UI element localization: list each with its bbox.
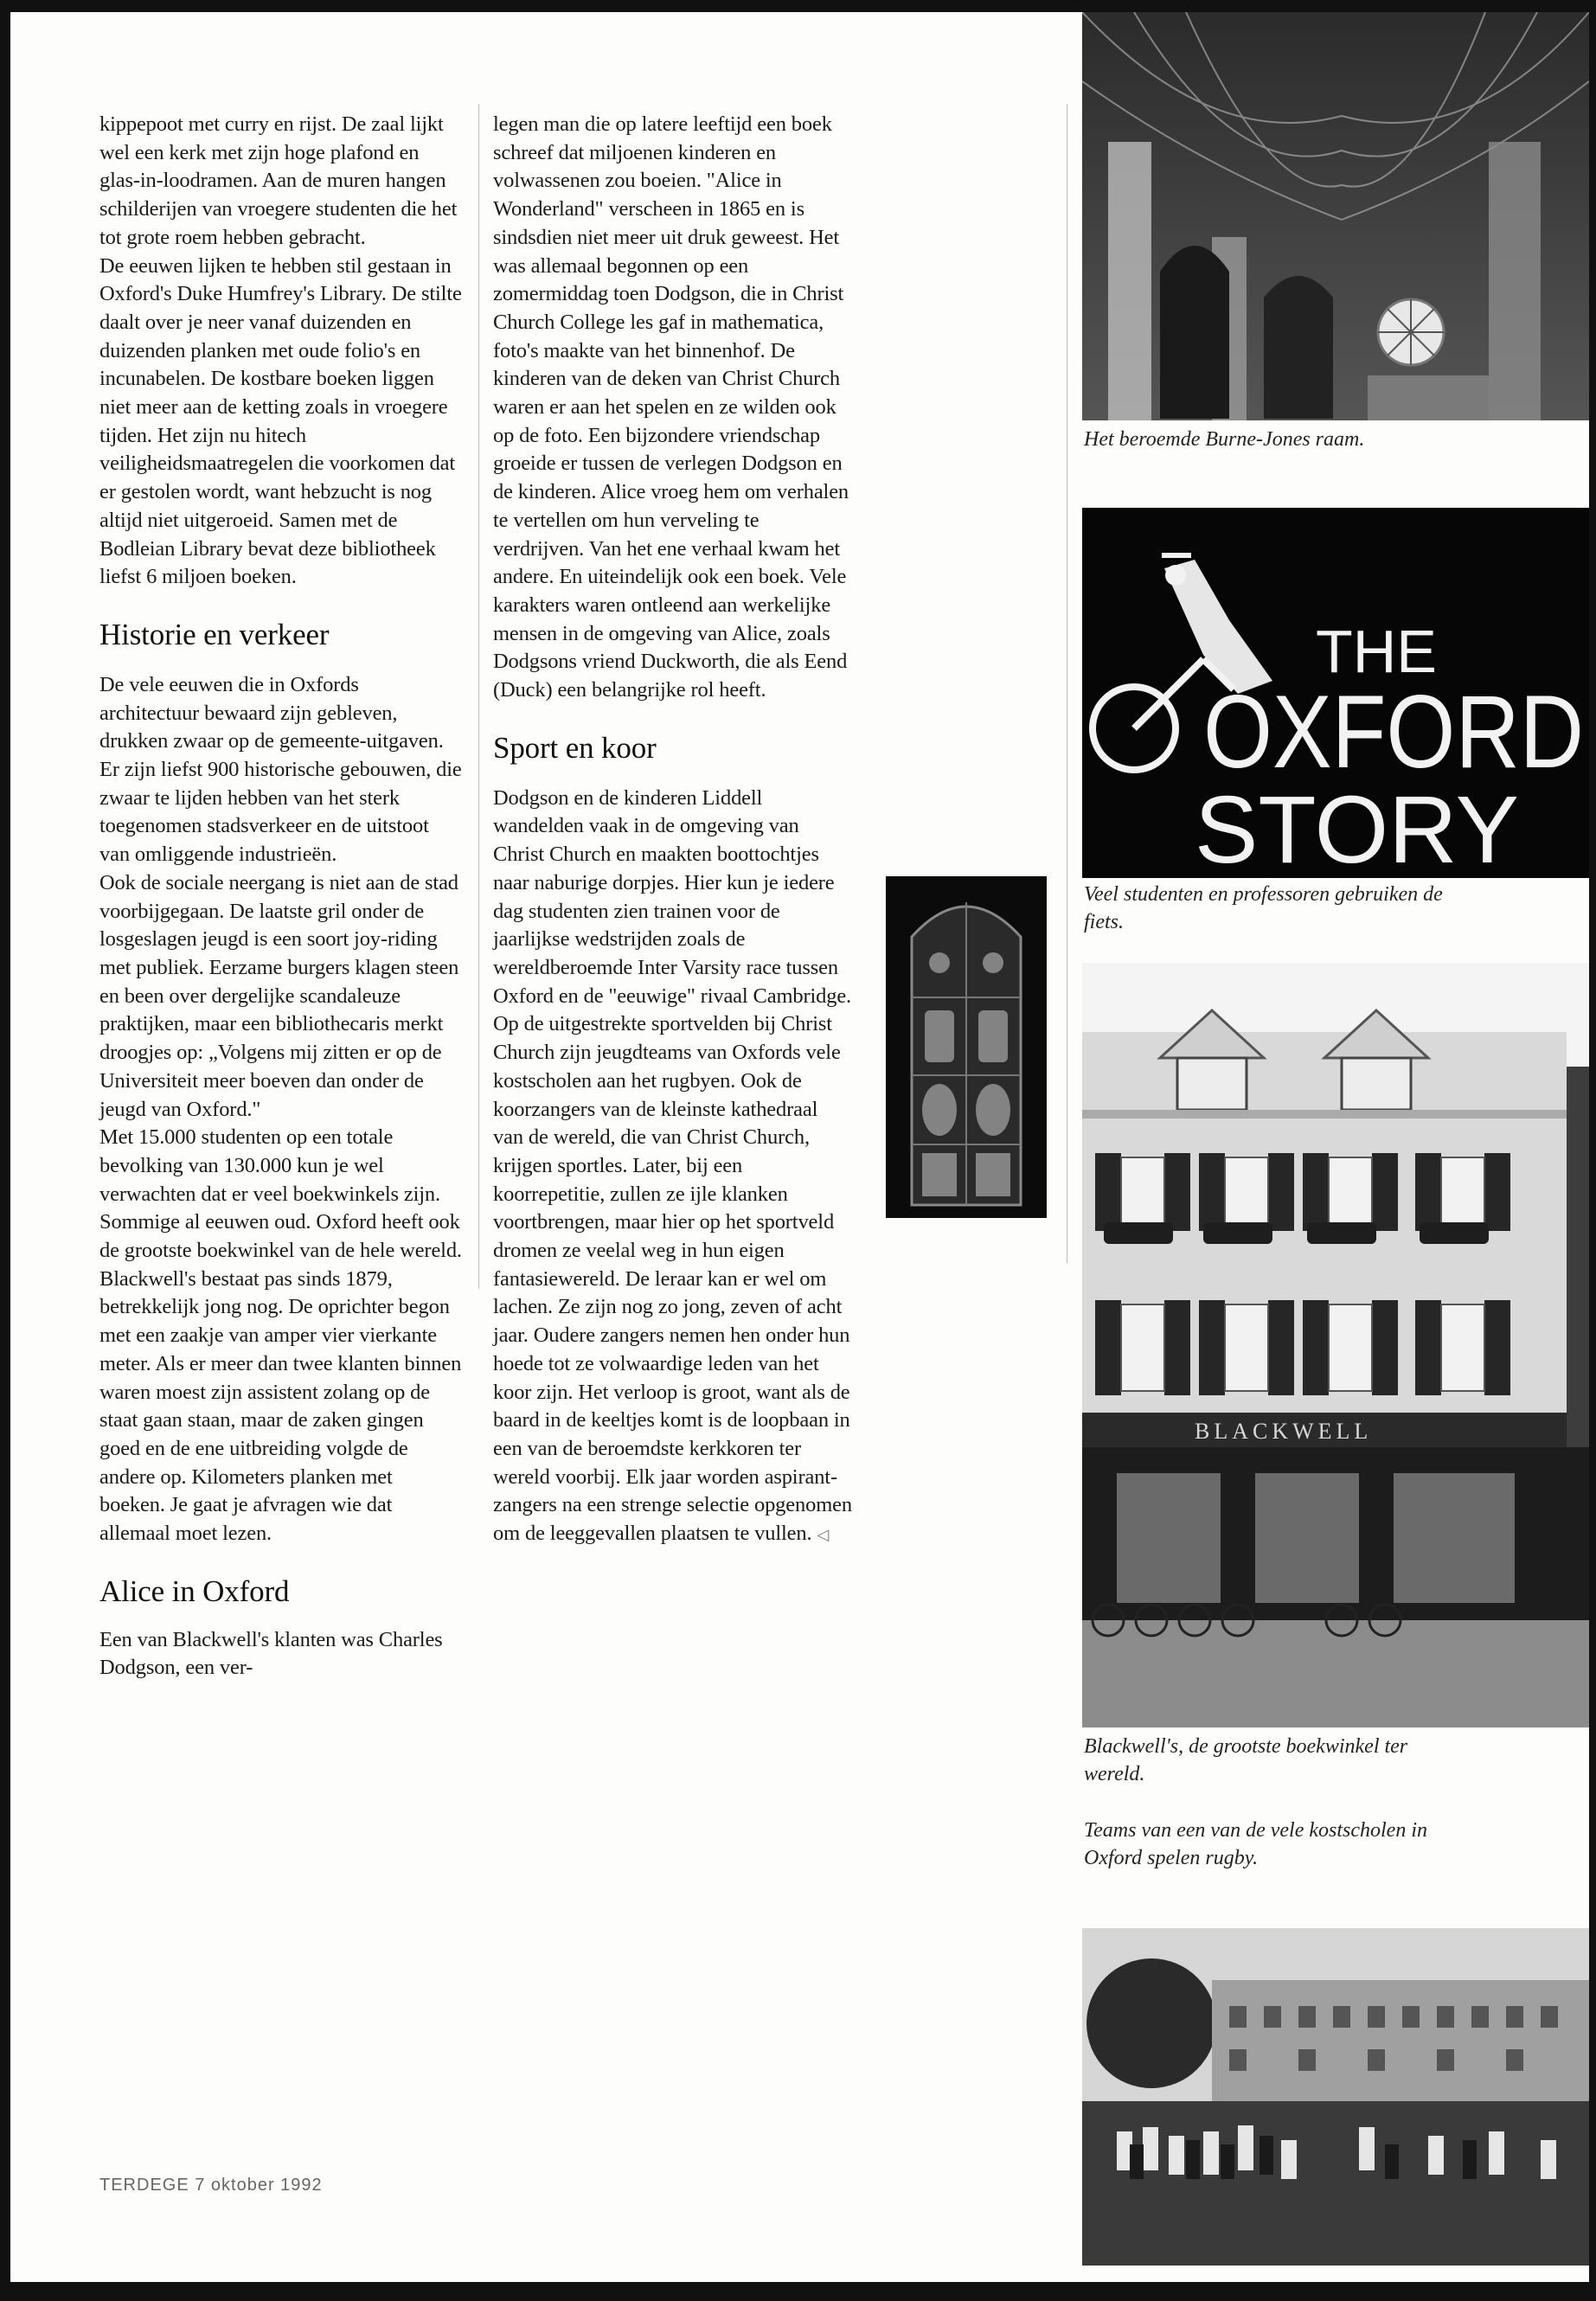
scan-edge-bottom [0, 2282, 1596, 2301]
section-heading-historie: Historie en verkeer [99, 617, 330, 651]
column-divider [478, 104, 479, 1289]
text-column-2 [493, 111, 852, 1549]
scan-edge-top [0, 0, 1596, 12]
paragraph [493, 785, 852, 1549]
rugby-photo [1082, 1928, 1589, 2266]
rugby-field-image [1082, 1928, 1589, 2266]
caption-rugby: Teams van een van de vele kostscholen in Oxford spelen rugby. [1084, 1819, 1427, 1869]
paragraph: Met 15.000 studenten op een totale bevolking van 130.000 kun je wel verwachten dat er veel boekwinkels zijn. Sommige al eeuwen oud. Oxford heeft ook de grootste boekwinkel van de hele wereld. Blackwell's bestaat pas sinds 1879, betrekkelijk jong nog. De oprichter begon met een zaakje van amper vier vierkante meter. Als er meer dan twee klanten binnen waren moest zijn assistent zolang op de staat gaan staan, maar de zaken gingen goed en de ene uitbreiding volgde de andere op. Kilometers planken met boeken. Je gaat je afvragen wie dat allemaal moet lezen. [99, 1125, 462, 1546]
paragraph: Een van Blackwell's klanten was Charles Dodgson, een ver- [99, 1627, 443, 1680]
end-of-article-mark: ◁ [817, 1526, 830, 1544]
blackwells-shop-image [1082, 963, 1589, 1727]
scan-edge-right [1589, 0, 1596, 2301]
cathedral-vault-image [1082, 12, 1589, 420]
cathedral-interior-photo [1082, 12, 1589, 420]
paragraph: Ook de sociale neergang is niet aan de stad voorbijgegaan. De laatste gril onder de losgeslagen jeugd is een soort joy-riding met publiek. Eerzame burgers klagen steen en been over dergelijke scandaleuze praktijken, maar een bibliothecaris merkt droogjes op: „Volgens mij zitten er op de Universiteit meer boeven dan onder de jeugd van Oxford." [99, 870, 459, 1121]
oxford-story-logo-image [1082, 508, 1589, 878]
scan-edge-left [0, 0, 10, 2301]
paragraph: De eeuwen lijken te hebben stil gestaan in Oxford's Duke Humfrey's Library. De stilte daalt over je neer vanaf duizenden en duizenden planken met oude folio's en incunabelen. De kostbare boeken liggen niet meer aan de ketting zoals in vroegere tijden. Het zijn nu hitech veiligheidsmaatregelen die voorkomen dat er gestolen wordt, want hebzucht is nog altijd niet uitgeroeid. Samen met de Bodleian Library bevat deze bibliotheek liefst 6 miljoen boeken. [99, 253, 462, 589]
section-heading-alice: Alice in Oxford [99, 1574, 290, 1608]
paragraph: legen man die op latere leeftijd een boek schreef dat miljoenen kinderen en volwassenen zou boeien. "Alice in Wonderland" verscheen in 1865 en is sindsdien niet meer uit druk geweest. Het was allemaal begonnen op een zomermiddag toen Dodgson, die in Christ Church College les gaf in mathematica, foto's maakte van het binnenhof. De kinderen van de deken van Christ Church waren er aan het spelen en ze wilden ook op de foto. Een bijzondere vriendschap groeide er tussen de verlegen Dodgson en de kinderen. Alice vroeg hem om verhalen te vertellen om hun verveling te verdrijven. Van het ene verhaal kwam het andere. En uiteindelijk ook een boek. Vele karakters waren ontleend aan werkelijke mensen in de omgeving van Alice, zoals Dodgsons vriend Duckworth, die als Eend (Duck) een belangrijke rol heeft. [493, 112, 849, 702]
text-column-1 [99, 111, 463, 1682]
caption-window: Het beroemde Burne-Jones raam. [1084, 428, 1365, 451]
page-footer: TERDEGE 7 oktober 1992 [99, 2176, 323, 2195]
caption-bike: Veel studenten en professoren gebruiken de fiets. [1084, 883, 1443, 933]
shop-sign-text: BLACKWELL [1195, 1419, 1373, 1444]
section-heading-sport: Sport en koor [493, 730, 657, 765]
paragraph: De vele eeuwen die in Oxfords architectuur bewaard zijn gebleven, drukken zwaar op de gemeente-uitgaven. Er zijn liefst 900 historische gebouwen, die zwaar te lijden hebben van het sterk toegenomen stadsverkeer en de uitstoot van omliggende industrieën. [99, 672, 462, 867]
stained-glass-window-image [886, 876, 1047, 1218]
paragraph-text: Dodgson en de kinderen Liddell wandelden vaak in de omgeving van Christ Church en maakten boottochtjes naar naburige dorpjes. Hier kun je iedere dag studenten zien trainen voor de jaarlijkse wedstrijden zoals de wereldberoemde Inter Varsity race tussen Oxford en de "eeuwige" rivaal Cambridge. Op de uitgestrekte sportvelden bij Christ Church zijn jeugdteams van Oxfords vele kostscholen aan het rugbyen. Ook de koorzangers van de kleinste kathedraal van de wereld, die van Christ Church, krijgen sportles. Later, bij een koorrepetitie, zullen ze ijle klanken voortbrengen, maar hier op het sportveld dromen ze veelal weg in hun eigen fantasiewereld. De leraar kan er wel om lachen. Ze zijn nog zo jong, zeven of acht jaar. Oudere zangers nemen hen onder hun hoede tot ze volwaardige leden van het koor zijn. Het verloop is groot, want als de baard in de keeltjes komt is de loopbaan in een van de beroemdste kerkkoren ter wereld voorbij. Elk jaar worden aspirant-zangers na een strenge selectie opgenomen om de leeggevallen plaatsen te vullen. [493, 785, 852, 1546]
caption-blackwell: Blackwell's, de grootste boekwinkel ter wereld. [1084, 1735, 1408, 1785]
logo-line-story: STORY [1195, 777, 1519, 878]
stained-glass-window-photo [886, 876, 1047, 1218]
oxford-story-logo-photo [1082, 508, 1589, 878]
blackwells-shop-photo [1082, 963, 1589, 1727]
logo-line-the: THE [1316, 618, 1437, 685]
paragraph: kippepoot met curry en rijst. De zaal lijkt wel een kerk met zijn hoge plafond en glas-in-loodramen. Aan de muren hangen schilderijen van vroegere studenten die het tot grote roem hebben gebracht. [99, 112, 458, 249]
logo-line-oxford: OXFORD [1203, 674, 1584, 790]
